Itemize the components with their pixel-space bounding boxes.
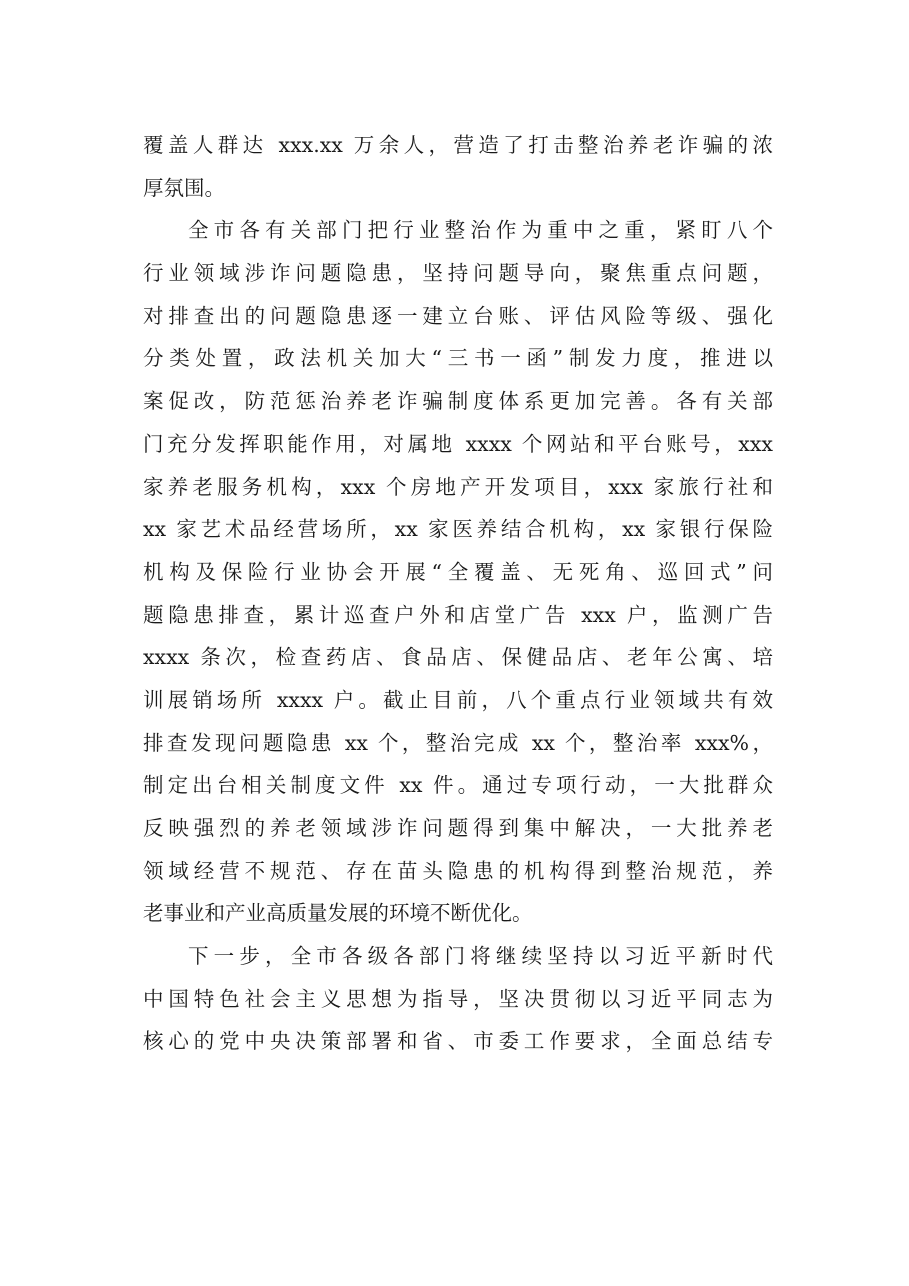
- paragraph-continuation: [143, 124, 773, 209]
- text-line: xxxx 条次，检查药店、食品店、保健品店、老年公寓、培: [143, 645, 773, 670]
- text-line: 行业领域涉诈问题隐患，坚持问题导向，聚焦重点问题，: [143, 261, 773, 286]
- text-line: 老事业和产业高质量发展的环境不断优化。: [143, 901, 533, 926]
- text-line: 反映强烈的养老领域涉诈问题得到集中解决，一大批养老: [143, 816, 773, 840]
- text-line: 厚氛围。: [143, 175, 225, 200]
- text-line: 机构及保险行业协会开展“全覆盖、无死角、巡回式”问: [143, 559, 773, 584]
- text-line: 中国特色社会主义思想为指导，坚决贯彻以习近平同志为: [143, 986, 773, 1011]
- text-line: 训展销场所 xxxx 户。截止目前，八个重点行业领域共有效: [143, 687, 773, 712]
- text-line: 全市各有关部门把行业整治作为重中之重，紧盯八个: [188, 218, 773, 243]
- text-line: 分类处置，政法机关加大“三书一函”制发力度，推进以: [143, 346, 773, 371]
- text-line: 排查发现问题隐患 xx 个，整治完成 xx 个，整治率 xxx%，: [143, 730, 773, 755]
- text-line: 核心的党中央决策部署和省、市委工作要求，全面总结专: [143, 1029, 773, 1054]
- text-line: 门充分发挥职能作用，对属地 xxxx 个网站和平台账号，xxx: [143, 431, 773, 456]
- text-line: 制定出台相关制度文件 xx 件。通过专项行动，一大批群众: [143, 773, 773, 798]
- text-line: 题隐患排查，累计巡查户外和店堂广告 xxx 户，监测广告: [143, 602, 773, 627]
- text-line: 家养老服务机构，xxx 个房地产开发项目，xxx 家旅行社和: [143, 474, 773, 499]
- text-line: 领域经营不规范、存在苗头隐患的机构得到整治规范，养: [143, 858, 773, 883]
- text-line: 对排查出的问题隐患逐一建立台账、评估风险等级、强化: [143, 303, 773, 328]
- text-line: xx 家艺术品经营场所，xx 家医养结合机构，xx 家银行保险: [143, 517, 773, 542]
- paragraph-next-steps: [143, 935, 773, 1063]
- text-line: 覆盖人群达 xxx.xx 万余人，营造了打击整治养老诈骗的浓: [143, 133, 773, 157]
- text-line: 案促改，防范惩治养老诈骗制度体系更加完善。各有关部: [143, 389, 773, 414]
- paragraph-industry-rectification: [143, 209, 773, 935]
- text-line: 下一步，全市各级各部门将继续坚持以习近平新时代: [188, 944, 773, 969]
- body-text: [143, 124, 773, 1063]
